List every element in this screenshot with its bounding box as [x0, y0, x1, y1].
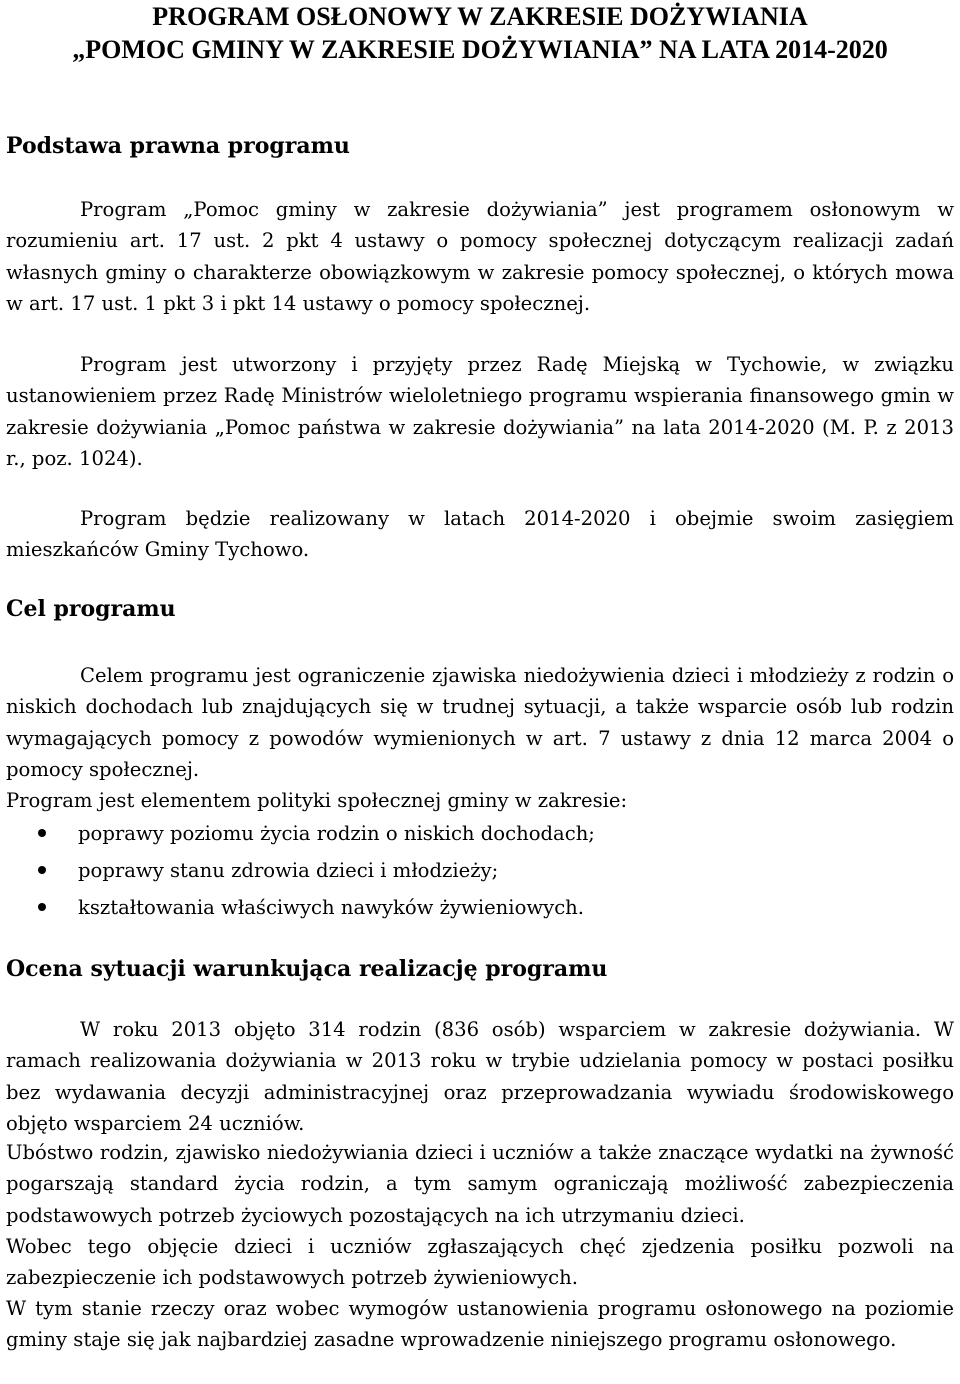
list-item-text: kształtowania właściwych nawyków żywieniowych.: [78, 896, 585, 919]
paragraph-program-goal-1: Celem programu jest ograniczenie zjawiska niedożywienia dzieci i młodzieży z rodzin o niskich dochodach lub znajdujących się w trudnej sytuacji, a także wsparcie osób lub rodzin wymagających pomocy z powodów wymienionych w art. 7 ustawy z dnia 12 marca 2004 o pomocy społecznej.: [6, 664, 954, 781]
document-title-line-1: PROGRAM OSŁONOWY W ZAKRESIE DOŻYWIANIA: [152, 2, 808, 31]
paragraph-situation-4: W tym stanie rzeczy oraz wobec wymogów ustanowienia programu osłonowego na poziomie gminy staje się jak najbardziej zasadne wprowadzenie niniejszego programu osłonowego.: [6, 1297, 954, 1352]
section-heading-program-goal: Cel programu: [6, 596, 176, 622]
paragraph-legal-basis-3: Program będzie realizowany w latach 2014-2020 i obejmie swoim zasięgiem mieszkańców Gminy Tychowo.: [6, 507, 954, 562]
list-item-text: poprawy stanu zdrowia dzieci i młodzieży;: [78, 859, 499, 882]
document-title-line-2: „POMOC GMINY W ZAKRESIE DOŻYWIANIA” NA LATA 2014-2020: [72, 35, 888, 64]
list-item-text: poprawy poziomu życia rodzin o niskich dochodach;: [78, 822, 595, 845]
section-heading-situation-assessment: Ocena sytuacji warunkująca realizację programu: [6, 956, 608, 982]
paragraph-situation-1: W roku 2013 objęto 314 rodzin (836 osób) wsparciem w zakresie dożywiania. W ramach realizowania dożywiania w 2013 roku w trybie udzielania pomocy w postaci posiłku bez wydawania decyzji administracyjnej oraz przeprowadzania wywiadu środowiskowego objęto wsparciem 24 uczniów.: [6, 1018, 954, 1135]
paragraph-legal-basis-2: Program jest utworzony i przyjęty przez Radę Miejską w Tychowie, w związku ustanowieniem przez Radę Ministrów wieloletniego programu wspierania finansowego gmin w zakresie dożywiania „Pomoc państwa w zakresie dożywiania” na lata 2014-2020 (M. P. z 2013 r., poz. 1024).: [6, 353, 954, 470]
paragraph-program-goal-2: Program jest elementem polityki społecznej gminy w zakresie:: [6, 789, 628, 812]
list-item: [6, 815, 954, 852]
section-heading-legal-basis: Podstawa prawna programu: [6, 133, 350, 159]
paragraph-situation-3: Wobec tego objęcie dzieci i uczniów zgłaszających chęć zjedzenia posiłku pozwoli na zabezpieczenie ich podstawowych potrzeb żywieniowych.: [6, 1235, 954, 1290]
goal-list: [6, 815, 954, 926]
list-item: [6, 852, 954, 889]
paragraph-situation-2: Ubóstwo rodzin, zjawisko niedożywiania dzieci i uczniów a także znaczące wydatki na żywność pogarszają standard życia rodzin, a tym samym ograniczają możliwość zabezpieczenia podstawowych potrzeb życiowych pozostających na ich utrzymaniu dzieci.: [6, 1141, 954, 1227]
bullet-icon: [38, 866, 46, 874]
paragraph-legal-basis-1: Program „Pomoc gminy w zakresie dożywiania” jest programem osłonowym w rozumieniu art. 17 ust. 2 pkt 4 ustawy o pomocy społecznej dotyczącym realizacji zadań własnych gminy o charakterze obowiązkowym w zakresie pomocy społecznej, o których mowa w art. 17 ust. 1 pkt 3 i pkt 14 ustawy o pomocy społecznej.: [6, 198, 954, 315]
list-item: [6, 889, 954, 926]
bullet-icon: [38, 903, 46, 911]
bullet-icon: [38, 829, 46, 837]
